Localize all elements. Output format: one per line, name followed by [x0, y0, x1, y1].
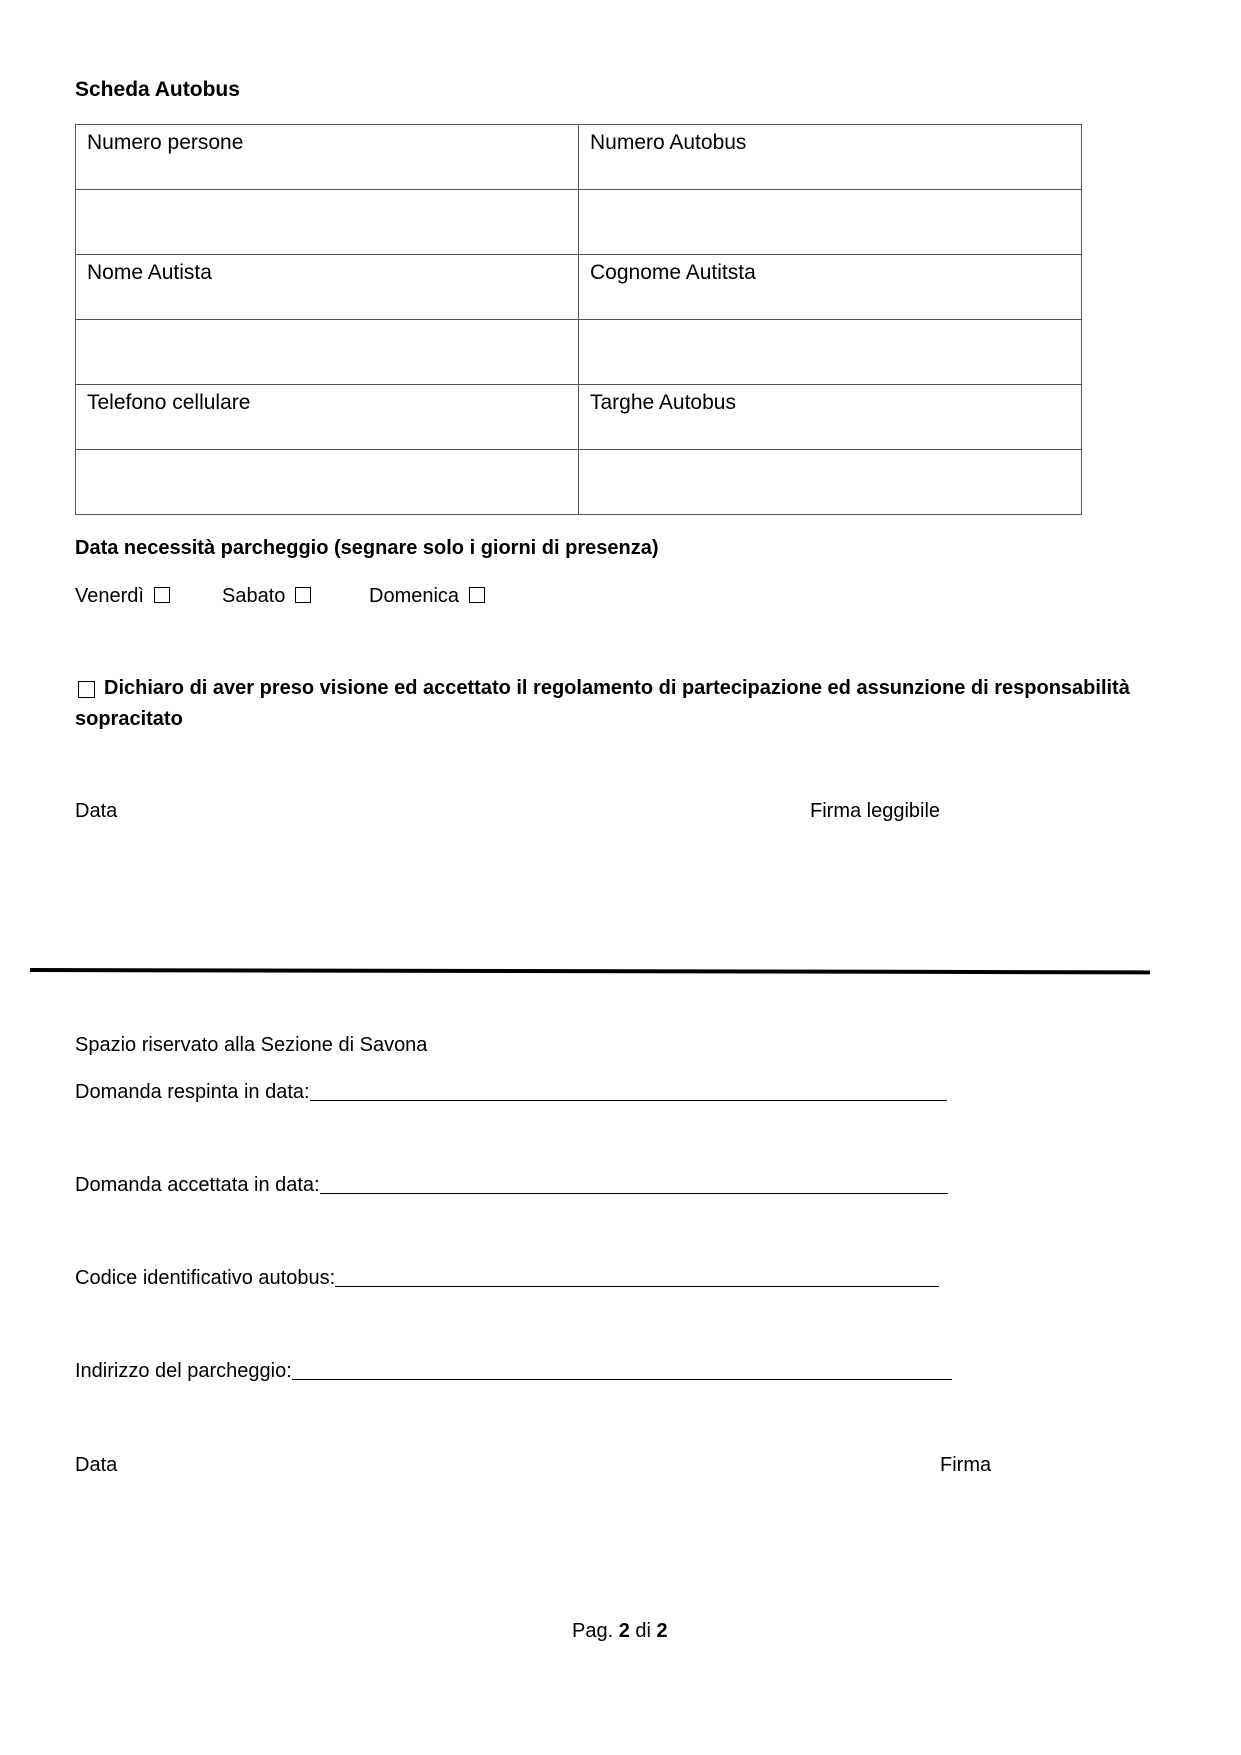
- field-domanda-accettata[interactable]: [75, 1174, 948, 1197]
- bus-info-table: [75, 124, 1082, 515]
- label-numero-persone: Numero persone: [76, 125, 579, 190]
- table-row: [76, 190, 1082, 255]
- fill-line[interactable]: [335, 1286, 939, 1287]
- fill-line[interactable]: [320, 1193, 948, 1194]
- reserved-title: Spazio riservato alla Sezione di Savona: [75, 1034, 428, 1056]
- field-label: Indirizzo del parcheggio:: [75, 1360, 292, 1382]
- day-label: Sabato: [222, 585, 286, 607]
- day-label: Domenica: [369, 585, 460, 607]
- field-cognome-autista[interactable]: [579, 320, 1082, 385]
- reserved-date-label: Data: [75, 1454, 118, 1476]
- field-label: Codice identificativo autobus:: [75, 1267, 336, 1289]
- label-targhe-autobus: Targhe Autobus: [579, 385, 1082, 450]
- date-label: Data: [75, 800, 118, 822]
- field-label: Domanda accettata in data:: [75, 1174, 320, 1196]
- signature-label: Firma leggibile: [810, 800, 941, 822]
- table-row: [76, 125, 1082, 190]
- label-numero-autobus: Numero Autobus: [579, 125, 1082, 190]
- page-of: di: [635, 1620, 651, 1642]
- declaration-line-2: sopracitato: [75, 708, 183, 730]
- label-cognome-autista: Cognome Autitsta: [579, 255, 1082, 320]
- reserved-signature-label: Firma: [940, 1454, 992, 1476]
- field-telefono-cellulare[interactable]: [76, 450, 579, 515]
- section-title: Scheda Autobus: [75, 78, 240, 101]
- page-prefix: Pag.: [572, 1620, 614, 1642]
- checkbox-icon[interactable]: [295, 587, 311, 603]
- declaration-line-1: Dichiaro di aver preso visione ed accettato il regolamento di partecipazione ed assunzione di responsabilità: [104, 677, 1130, 699]
- field-domanda-respinta[interactable]: [75, 1081, 947, 1104]
- checkbox-icon[interactable]: [469, 587, 485, 603]
- field-codice-autobus[interactable]: [75, 1267, 939, 1290]
- field-numero-autobus[interactable]: [579, 190, 1082, 255]
- table-row: [76, 320, 1082, 385]
- page-current: 2: [618, 1620, 630, 1642]
- page-number: [572, 1620, 668, 1643]
- field-numero-persone[interactable]: [76, 190, 579, 255]
- declaration-checkbox-icon[interactable]: [78, 681, 95, 698]
- field-indirizzo-parcheggio[interactable]: [75, 1360, 952, 1383]
- day-option-sabato[interactable]: [222, 585, 311, 608]
- page-total: 2: [656, 1620, 668, 1642]
- parking-heading: Data necessità parcheggio (segnare solo i giorni di presenza): [75, 537, 659, 559]
- section-divider: [30, 968, 1150, 974]
- day-label: Venerdì: [75, 585, 144, 607]
- field-label: Domanda respinta in data:: [75, 1081, 310, 1103]
- table-row: [76, 450, 1082, 515]
- label-nome-autista: Nome Autista: [76, 255, 579, 320]
- table-row: [76, 385, 1082, 450]
- field-nome-autista[interactable]: [76, 320, 579, 385]
- checkbox-icon[interactable]: [154, 587, 170, 603]
- label-telefono-cellulare: Telefono cellulare: [76, 385, 579, 450]
- field-targhe-autobus[interactable]: [579, 450, 1082, 515]
- fill-line[interactable]: [292, 1379, 952, 1380]
- day-option-domenica[interactable]: [369, 585, 485, 608]
- day-option-venerdi[interactable]: [75, 585, 170, 608]
- fill-line[interactable]: [310, 1100, 947, 1101]
- table-row: [76, 255, 1082, 320]
